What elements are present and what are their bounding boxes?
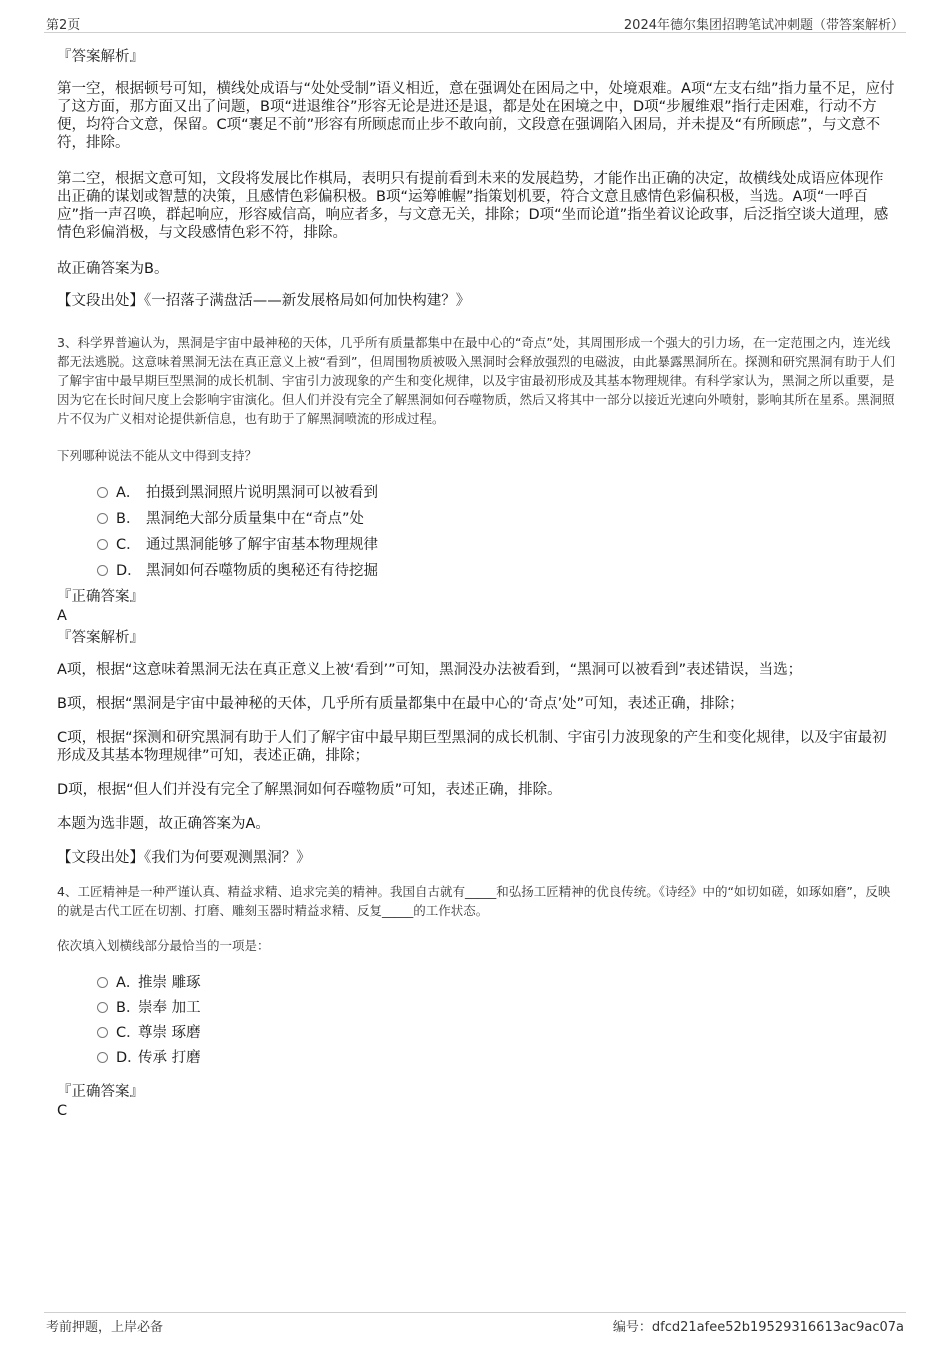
q2-analysis-label: 『答案解析』 <box>57 49 144 65</box>
option-key: A． <box>116 485 141 501</box>
option-key: D． <box>116 563 142 579</box>
q3-analysis-label: 『答案解析』 <box>57 630 144 646</box>
q4-answer: C <box>57 1103 68 1119</box>
q3-analysis-b: B项，根据“黑洞是宇宙中最神秘的天体，几乎所有质量都集中在最中心的‘奇点’处”可知，表述正确，排除； <box>57 696 744 712</box>
option-key: D． <box>116 1050 142 1066</box>
radio-icon[interactable] <box>97 1027 108 1038</box>
radio-icon[interactable] <box>97 487 108 498</box>
radio-icon[interactable] <box>97 977 108 988</box>
q4-answer-label: 『正确答案』 <box>57 1084 144 1100</box>
q4-option-b[interactable] <box>97 999 201 1017</box>
q4-question: 依次填入划横线部分最恰当的一项是： <box>57 938 270 953</box>
radio-icon[interactable] <box>97 539 108 550</box>
option-text: 推崇 雕琢 <box>138 975 201 991</box>
option-text: 尊崇 琢磨 <box>138 1025 201 1041</box>
q2-source: 【文段出处】《一招落子满盘活——新发展格局如何加快构建？》 <box>57 293 471 309</box>
document-code: 编号：dfcd21afee52b19529316613ac9ac07a <box>612 1320 904 1335</box>
option-text: 通过黑洞能够了解宇宙基本物理规律 <box>146 537 378 553</box>
option-text: 黑洞如何吞噬物质的奥秘还有待挖掘 <box>146 563 378 579</box>
option-key: B． <box>116 511 141 527</box>
radio-icon[interactable] <box>97 1052 108 1063</box>
q3-answer: A <box>57 608 67 624</box>
option-key: B． <box>116 1000 141 1016</box>
footer-slogan: 考前押题，上岸必备 <box>46 1320 164 1335</box>
q3-question: 下列哪种说法不能从文中得到支持？ <box>57 448 258 463</box>
q3-option-b[interactable] <box>97 510 364 528</box>
q3-conclusion: 本题为选非题，故正确答案为A。 <box>57 816 270 832</box>
page-footer <box>44 1312 906 1335</box>
q3-option-a[interactable] <box>97 484 378 502</box>
q3-analysis-c: C项，根据“探测和研究黑洞有助于人们了解宇宙中最早期巨型黑洞的成长机制、宇宙引力波现象的产生和变化规律，以及宇宙最初形成及其基本物理规律”可知，表述正确，排除； <box>57 730 887 764</box>
q3-stem: 3、科学界普遍认为，黑洞是宇宙中最神秘的天体，几乎所有质量都集中在最中心的“奇点”处，其周围形成一个强大的引力场，在一定范围之内，连光线都无法逃脱。这意味着黑洞无法在真正意义上被“看到”，但周围物质被吸入黑洞时会释放强烈的电磁波，由此暴露黑洞所在。探测和研究黑洞有助于人们了解宇宙中最早期巨型黑洞的成长机制、宇宙引力波现象的产生和变化规律，以及宇宙最初形成及其基本物理规律。有科学家认为，黑洞之所以重要，是因为它在长时间尺度上会影响宇宙演化。但人们并没有完全了解黑洞如何吞噬物质，然后又将其中一部分以接近光速向外喷射，影响其所在星系。黑洞照片不仅为广义相对论提供新信息，也有助于了解黑洞喷流的形成过程。 <box>57 335 895 426</box>
q4-option-c[interactable] <box>97 1024 201 1042</box>
q3-option-d[interactable] <box>97 562 378 580</box>
q4-stem: 4、工匠精神是一种严谨认真、精益求精、追求完美的精神。我国自古就有_____和弘扬工匠精神的优良传统。《诗经》中的“如切如磋，如琢如磨”，反映的就是古代工匠在切割、打磨、雕刻玉器时精益求精、反复_____的工作状态。 <box>57 884 891 918</box>
option-text: 拍摄到黑洞照片说明黑洞可以被看到 <box>146 485 378 501</box>
radio-icon[interactable] <box>97 1002 108 1013</box>
q2-analysis-p2: 第二空，根据文意可知，文段将发展比作棋局，表明只有提前看到未来的发展趋势，才能作出正确的决定，故横线处成语应体现作出正确的谋划或智慧的决策，且感情色彩偏积极。B项“运筹帷幄”指策划机要，符合文意且感情色彩偏积极，当选。A项“一呼百应”指一声召唤，群起响应，形容威信高，响应者多，与文意无关，排除；D项“坐而论道”指坐着议论政事，后泛指空谈大道理，感情色彩偏消极，与文段感情色彩不符，排除。 <box>57 171 889 241</box>
radio-icon[interactable] <box>97 513 108 524</box>
option-text: 崇奉 加工 <box>138 1000 201 1016</box>
option-key: A． <box>116 975 141 991</box>
option-key: C． <box>116 537 141 553</box>
document-title: 2024年德尔集团招聘笔试冲刺题（带答案解析） <box>623 18 904 33</box>
q3-source: 【文段出处】《我们为何要观测黑洞？》 <box>57 850 311 866</box>
radio-icon[interactable] <box>97 565 108 576</box>
q3-analysis-a: A项，根据“这意味着黑洞无法在真正意义上被‘看到’”可知，黑洞没办法被看到，“黑洞可以被看到”表述错误，当选； <box>57 662 803 678</box>
page-number: 第2页 <box>46 18 81 33</box>
q2-conclusion: 故正确答案为B。 <box>57 261 169 277</box>
q3-option-c[interactable] <box>97 536 378 554</box>
q3-analysis-d: D项，根据“但人们并没有完全了解黑洞如何吞噬物质”可知，表述正确，排除。 <box>57 782 562 798</box>
option-text: 黑洞绝大部分质量集中在“奇点”处 <box>146 511 365 527</box>
page-header <box>44 12 906 33</box>
q3-answer-label: 『正确答案』 <box>57 589 144 605</box>
q4-option-a[interactable] <box>97 974 201 992</box>
q2-analysis-p1: 第一空，根据顿号可知，横线处成语与“处处受制”语义相近，意在强调处在困局之中，处境艰难。A项“左支右绌”指力量不足，应付了这方面，那方面又出了问题，B项“进退维谷”形容无论是进还是退，都是处在困境之中，D项“步履维艰”指行走困难，行动不方便，均符合文意，保留。C项“裹足不前”形容有所顾虑而止步不敢向前，文段意在强调陷入困局，并未提及“有所顾虑”，与文意不符，排除。 <box>57 81 895 151</box>
q4-option-d[interactable] <box>97 1049 201 1067</box>
option-text: 传承 打磨 <box>138 1050 201 1066</box>
option-key: C． <box>116 1025 141 1041</box>
